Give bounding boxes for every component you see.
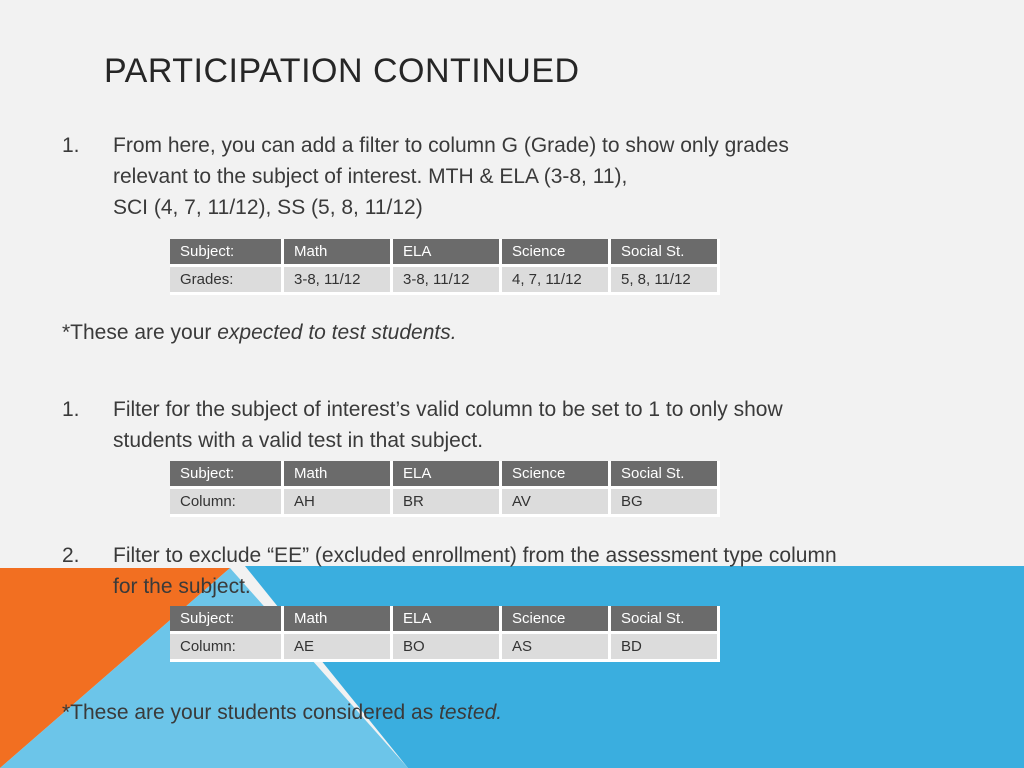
table-cell: Column: [170, 489, 284, 517]
table-header-row [170, 239, 720, 267]
table-cell: Social St. [611, 239, 720, 267]
table-cell: 3-8, 11/12 [393, 267, 502, 295]
table-cell: 5, 8, 11/12 [611, 267, 720, 295]
table-cell: Math [284, 239, 393, 267]
item-text [113, 540, 837, 602]
item-number: 1. [62, 134, 80, 157]
table-cell: ELA [393, 606, 502, 634]
note-tested [62, 701, 502, 725]
table-row [170, 489, 720, 517]
item-line: relevant to the subject of interest. MTH & ELA (3-8, 11), [113, 165, 628, 188]
item-line: Filter to exclude “EE” (excluded enrollment) from the assessment type column [113, 544, 837, 567]
table-cell: Math [284, 606, 393, 634]
table-row [170, 267, 720, 295]
table-cell: BG [611, 489, 720, 517]
table-cell: AH [284, 489, 393, 517]
table-cell: Subject: [170, 606, 284, 634]
note-emphasis: tested. [439, 701, 503, 724]
grades-table [170, 239, 720, 295]
table-cell: AS [502, 634, 611, 662]
table-cell: BR [393, 489, 502, 517]
table-cell: ELA [393, 461, 502, 489]
table-row [170, 634, 720, 662]
table-cell: ELA [393, 239, 502, 267]
note-text: *These are your students considered as [62, 701, 440, 724]
table-cell: Grades: [170, 267, 284, 295]
table-cell: Social St. [611, 606, 720, 634]
page-title: PARTICIPATION CONTINUED [104, 52, 580, 90]
table-header-row [170, 461, 720, 489]
table-header-row [170, 606, 720, 634]
item-text [113, 394, 783, 456]
valid-column-table [170, 461, 720, 517]
table-cell: AV [502, 489, 611, 517]
table-cell: BO [393, 634, 502, 662]
item-line: for the subject. [113, 575, 251, 598]
item-line: SCI (4, 7, 11/12), SS (5, 8, 11/12) [113, 196, 423, 219]
table-cell: Social St. [611, 461, 720, 489]
table-cell: Science [502, 461, 611, 489]
table-cell: BD [611, 634, 720, 662]
table-cell: Math [284, 461, 393, 489]
table-cell: Subject: [170, 239, 284, 267]
table-cell: AE [284, 634, 393, 662]
assessment-column-table [170, 606, 720, 662]
table-cell: 4, 7, 11/12 [502, 267, 611, 295]
table-cell: Column: [170, 634, 284, 662]
item-number: 2. [62, 544, 80, 567]
item-number: 1. [62, 398, 80, 421]
note-expected [62, 321, 457, 345]
table-cell: 3-8, 11/12 [284, 267, 393, 295]
item-line: students with a valid test in that subject. [113, 429, 484, 452]
item-line: From here, you can add a filter to column G (Grade) to show only grades [113, 134, 789, 157]
item-text [113, 130, 789, 223]
note-emphasis: expected to test students. [217, 321, 457, 344]
table-cell: Science [502, 239, 611, 267]
note-text: *These are your [62, 321, 218, 344]
table-cell: Subject: [170, 461, 284, 489]
table-cell: Science [502, 606, 611, 634]
item-line: Filter for the subject of interest’s valid column to be set to 1 to only show [113, 398, 783, 421]
